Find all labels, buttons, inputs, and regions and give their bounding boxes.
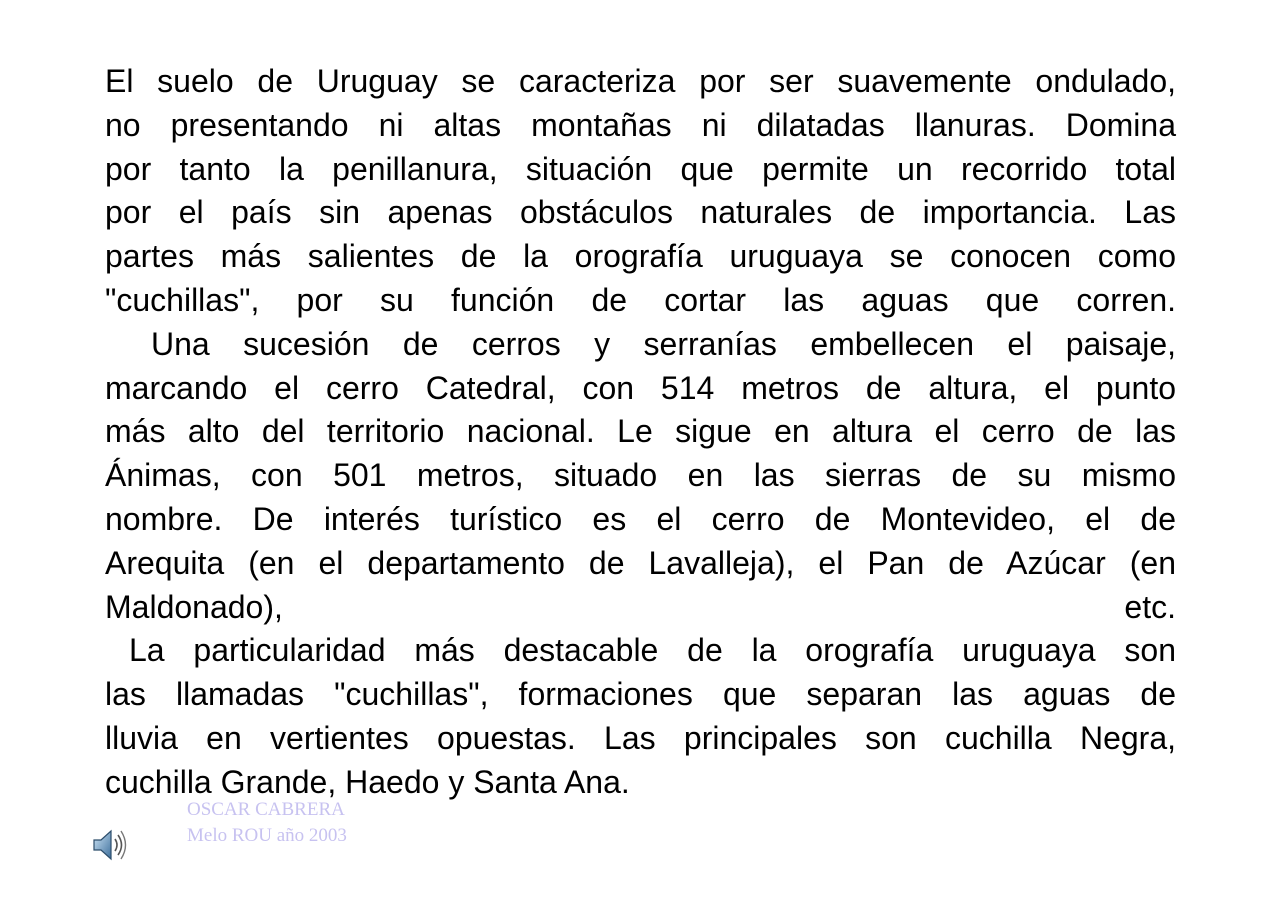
text-line: por tanto la penillanura, situación que permite un recorrido total bbox=[105, 150, 1176, 187]
text-line-indented bbox=[105, 629, 1176, 673]
text-line: Maldonado), etc. bbox=[105, 588, 1176, 625]
text-line: marcando el cerro Catedral, con 514 metros de altura, el punto bbox=[105, 369, 1176, 406]
text-line: partes más salientes de la orografía uruguaya se conocen como bbox=[105, 238, 1176, 275]
text-line: "cuchillas", por su función de cortar las aguas que corren. bbox=[105, 281, 1176, 318]
author-name: OSCAR CABRERA bbox=[187, 799, 345, 820]
text-line: Ánimas, con 501 metros, situado en las sierras de su mismo bbox=[105, 457, 1176, 494]
body-paragraph bbox=[105, 60, 1176, 805]
author-place-year: Melo ROU año 2003 bbox=[187, 825, 347, 846]
text-line: lluvia en vertientes opuestas. Las principales son cuchilla Negra, bbox=[105, 719, 1176, 756]
speaker-icon[interactable] bbox=[90, 826, 132, 864]
text-line: las llamadas "cuchillas", formaciones que separan las aguas de bbox=[105, 676, 1176, 713]
text-line-content: Una sucesión de cerros y serranías embellecen el paisaje, bbox=[151, 325, 1176, 362]
text-line: no presentando ni altas montañas ni dilatadas llanuras. Domina bbox=[105, 106, 1176, 143]
text-line-content: La particularidad más destacable de la orografía uruguaya son bbox=[129, 632, 1176, 669]
text-line: cuchilla Grande, Haedo y Santa Ana. bbox=[105, 763, 630, 800]
text-line: El suelo de Uruguay se caracteriza por ser suavemente ondulado, bbox=[105, 63, 1176, 99]
text-line: más alto del territorio nacional. Le sigue en altura el cerro de las bbox=[105, 413, 1176, 450]
text-line-indented bbox=[105, 323, 1176, 367]
author-credit bbox=[187, 797, 347, 849]
text-line: nombre. De interés turístico es el cerro de Montevideo, el de bbox=[105, 500, 1176, 537]
text-line: por el país sin apenas obstáculos naturales de importancia. Las bbox=[105, 194, 1176, 231]
text-line: Arequita (en el departamento de Lavalleja), el Pan de Azúcar (en bbox=[105, 544, 1176, 581]
